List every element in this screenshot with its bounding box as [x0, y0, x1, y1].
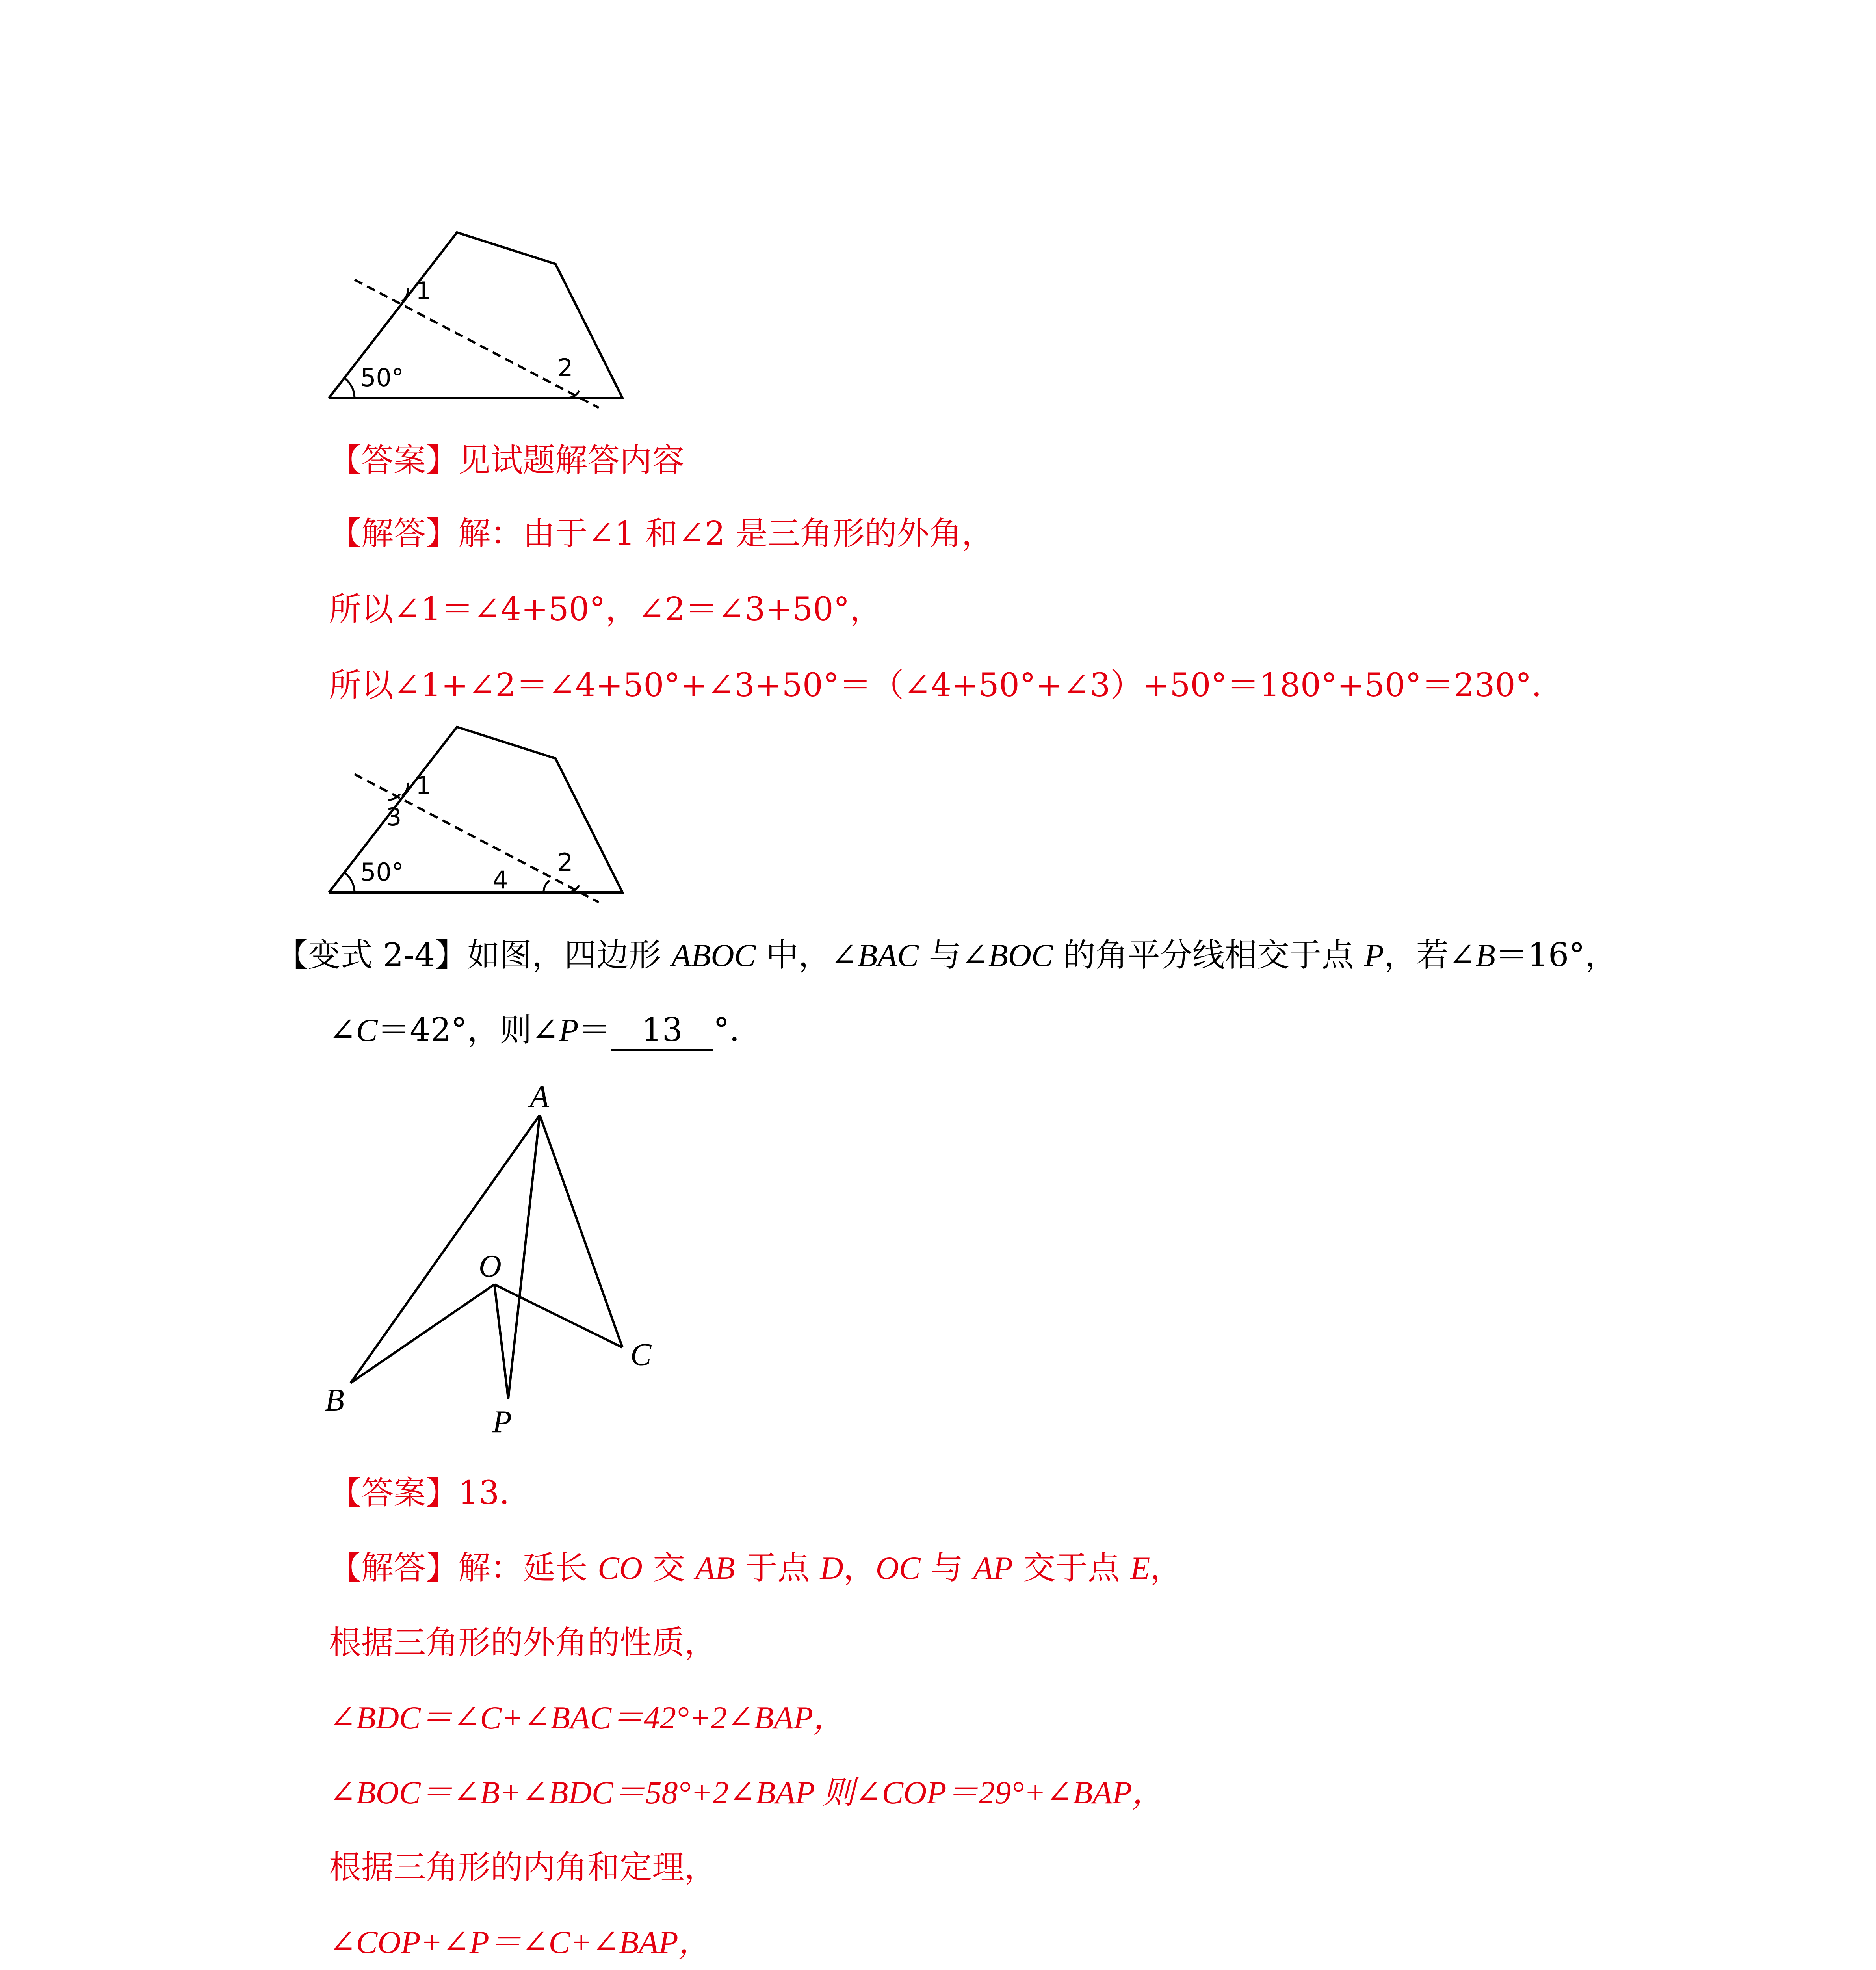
- problem-text: ∠: [329, 1011, 356, 1049]
- problem-var: ABOC: [671, 937, 756, 973]
- problem-var: P: [1364, 937, 1384, 973]
- solution-2-line-6: ∠COP+∠P＝∠C+∠BAP，: [329, 1924, 711, 1960]
- solution-2-line-5: 根据三角形的内角和定理，: [329, 1849, 717, 1886]
- solution-var: OC: [875, 1550, 921, 1586]
- problem-text: ＝16°，: [1495, 937, 1618, 974]
- problem-var: C: [356, 1012, 378, 1048]
- solution-text: 于点: [735, 1549, 820, 1587]
- solution-var: AP: [973, 1550, 1013, 1586]
- label-angle-2: 2: [557, 353, 573, 382]
- solution-2-line-3: ∠BDC＝∠C+∠BAC＝42°+2∠BAP，: [329, 1700, 846, 1736]
- problem-text: 如图，四边形: [467, 937, 672, 974]
- problem-tag: 【变式 2-4】: [276, 937, 468, 974]
- problem-var: B: [1475, 937, 1495, 973]
- answer-2-line: [329, 1472, 531, 1515]
- angle-arc-50: [345, 873, 355, 892]
- angle-arc-1: [402, 288, 408, 301]
- segment-bo: [351, 1284, 494, 1383]
- solution-text: 交于点: [1012, 1549, 1131, 1587]
- solution-2-line-1: [329, 1546, 1182, 1590]
- solution-text: 交: [643, 1549, 696, 1587]
- segment-ap: [508, 1115, 540, 1399]
- solution-1-line-2: 所以∠1＝∠4+50°，∠2＝∠3+50°，: [329, 591, 882, 628]
- label-c: C: [630, 1338, 652, 1372]
- angle-arc-4: [544, 881, 550, 892]
- problem-var: P: [559, 1012, 579, 1048]
- answer-1-line: [329, 439, 684, 482]
- solution-1-line-1: [329, 512, 994, 556]
- answer-2-text: 13．: [458, 1474, 532, 1512]
- solution-text: ，: [843, 1549, 876, 1587]
- solution-1-tag: 【解答】: [329, 515, 459, 552]
- solution-var: AB: [695, 1550, 735, 1586]
- answer-1-tag: 【答案】: [329, 442, 459, 479]
- solution-2-tag: 【解答】: [329, 1549, 459, 1587]
- label-angle-50: 50°: [360, 858, 404, 886]
- problem-var: BOC: [988, 937, 1053, 973]
- problem-text: ＝: [578, 1011, 611, 1049]
- problem-text: ，若∠: [1384, 937, 1476, 974]
- solution-text: 解：延长: [458, 1549, 598, 1587]
- problem-var: BAC: [858, 937, 919, 973]
- problem-text: ＝42°，则∠: [377, 1011, 559, 1049]
- solution-2-line-4: ∠BOC＝∠B+∠BDC＝58°+2∠BAP 则∠COP＝29°+∠BAP，: [329, 1775, 1165, 1810]
- label-p: P: [492, 1405, 512, 1439]
- label-angle-4: 4: [492, 866, 508, 894]
- solution-text: ，: [1150, 1549, 1183, 1587]
- angle-arc-1: [402, 783, 408, 796]
- label-angle-50: 50°: [360, 363, 404, 392]
- figure-trapezoid-2: [323, 715, 646, 904]
- problem-text: 与∠: [918, 937, 988, 974]
- solution-1-line-3: 所以∠1+∠2＝∠4+50°+∠3+50°＝（∠4+50°+∠3）+50°＝180°+50°＝230°．: [329, 667, 1564, 704]
- answer-1-text: 见试题解答内容: [458, 442, 685, 479]
- problem-text: 的角平分线相交于点: [1053, 937, 1364, 974]
- solution-1-text-1: 解：由于∠1 和∠2 是三角形的外角，: [458, 515, 994, 552]
- figure-quadrilateral-aboc: [315, 1072, 689, 1450]
- label-angle-2: 2: [557, 848, 573, 877]
- label-b: B: [325, 1383, 344, 1418]
- solution-2-line-2: 根据三角形的外角的性质，: [329, 1624, 717, 1661]
- problem-line-1: [276, 934, 1617, 977]
- figure-trapezoid-1: [323, 221, 646, 410]
- label-angle-1: 1: [416, 771, 431, 800]
- label-o: O: [479, 1249, 502, 1284]
- problem-text: 中，∠: [756, 937, 858, 974]
- angle-arc-50: [345, 378, 355, 398]
- solution-var: E: [1130, 1550, 1150, 1586]
- solution-text: 与: [920, 1549, 973, 1587]
- label-angle-1: 1: [416, 277, 431, 305]
- solution-var: D: [820, 1550, 843, 1586]
- problem-text: °．: [713, 1011, 762, 1049]
- label-angle-3: 3: [386, 803, 402, 831]
- segment-ab: [351, 1115, 540, 1383]
- answer-blank: 13: [611, 1011, 713, 1051]
- segment-op: [494, 1284, 508, 1399]
- solution-var: CO: [598, 1550, 643, 1586]
- label-a: A: [530, 1080, 549, 1114]
- answer-2-tag: 【答案】: [329, 1474, 459, 1512]
- problem-line-2: [329, 1009, 762, 1052]
